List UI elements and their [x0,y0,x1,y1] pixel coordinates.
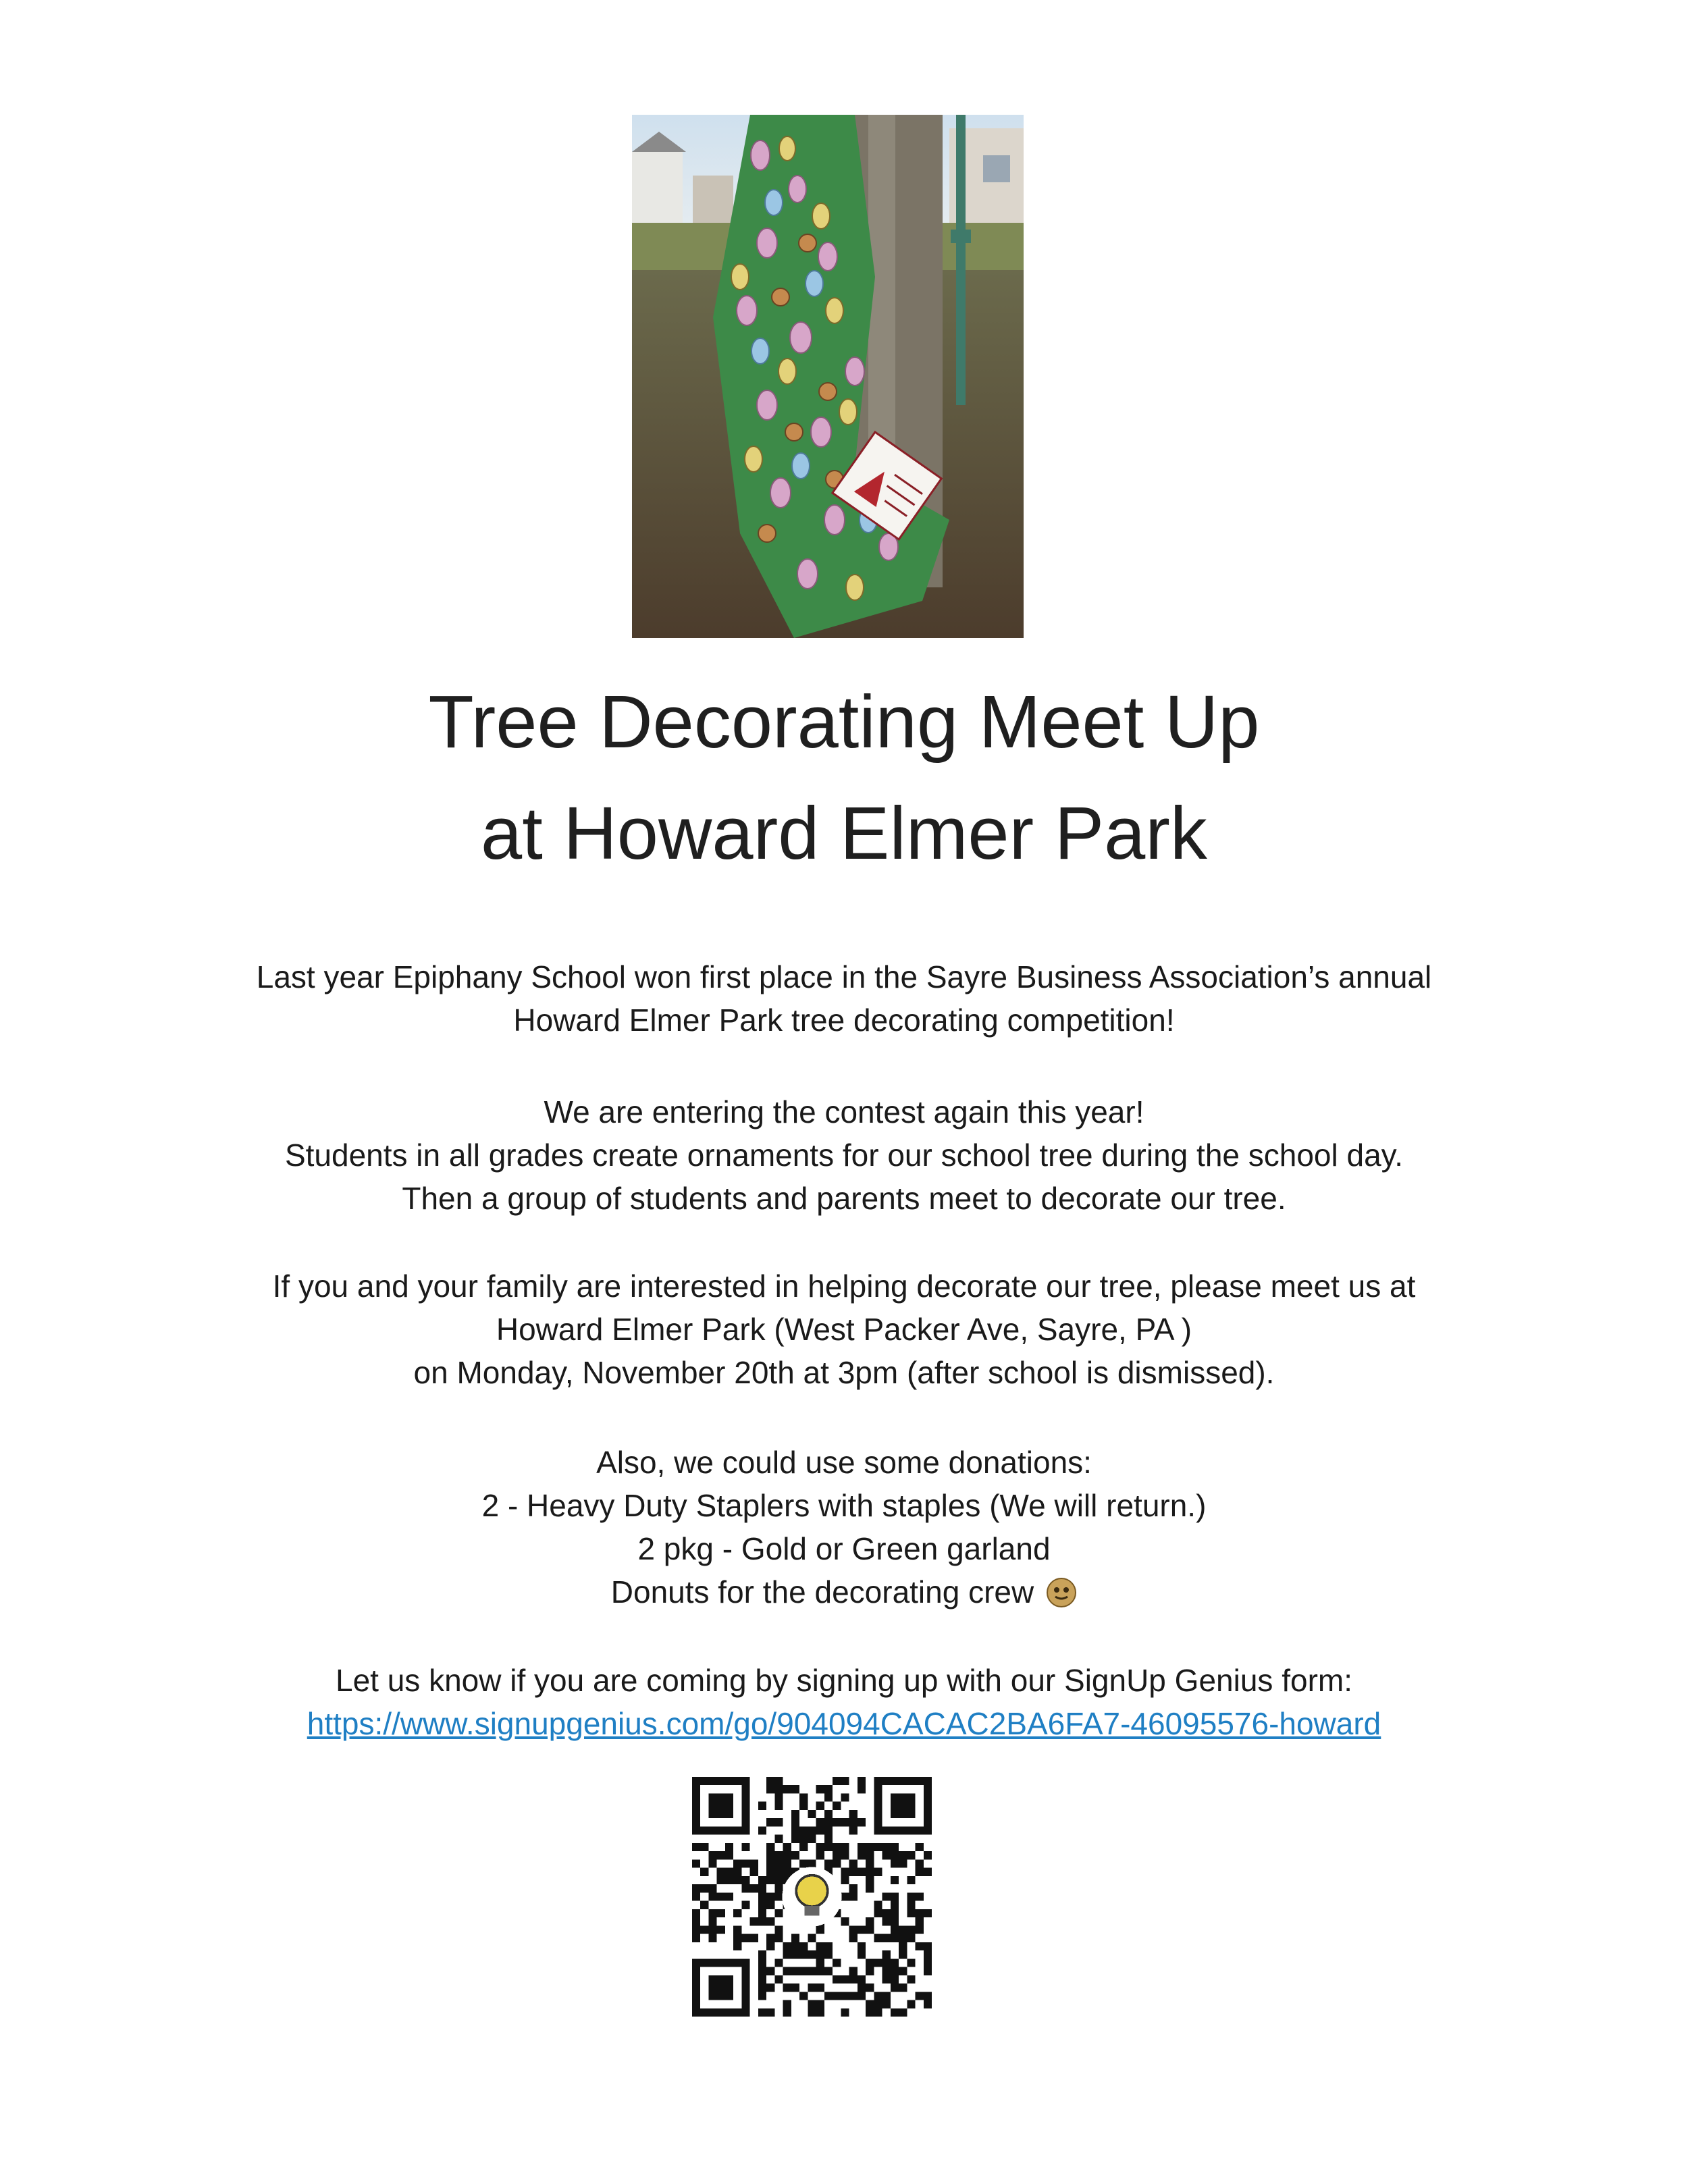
meet-location: Howard Elmer Park (West Packer Ave, Sayre, PA ) [496,1312,1192,1347]
intro-line: Howard Elmer Park tree decorating competition! [513,1003,1175,1038]
donation-item: 2 pkg - Gold or Green garland [637,1531,1051,1566]
signup-link[interactable]: https://www.signupgenius.com/go/904094CACAC2BA6FA7-46095576-howard [307,1706,1381,1741]
flyer-title-line1: Tree Decorating Meet Up [428,681,1260,764]
meet-datetime: on Monday, November 20th at 3pm (after school is dismissed). [413,1355,1275,1390]
meet-line: If you and your family are interested in helping decorate our tree, please meet us at [272,1269,1416,1304]
contest-paragraph [101,1090,1587,1220]
tree-photo [632,115,1024,638]
donations-section [101,1441,1587,1614]
donation-item: 2 - Heavy Duty Staplers with staples (We will return.) [481,1488,1207,1523]
qr-code-graphic [692,1777,932,2017]
qr-code-icon[interactable] [692,1777,932,2017]
intro-paragraph [101,955,1587,1042]
signup-section [101,1659,1587,1745]
contest-line: We are entering the contest again this year! [544,1094,1144,1129]
contest-line: Students in all grades create ornaments for our school tree during the school day. [284,1138,1404,1173]
intro-line: Last year Epiphany School won first place in the Sayre Business Association’s annual [256,959,1432,994]
donation-item: Donuts for the decorating crew [610,1574,1034,1609]
smiley-face-icon [1046,1576,1077,1607]
donation-item-row [101,1570,1587,1614]
signup-text: Let us know if you are coming by signing up with our SignUp Genius form: [336,1663,1352,1698]
donations-heading: Also, we could use some donations: [596,1445,1092,1480]
tree-photo-image [632,115,1024,638]
flyer-title-line2: at Howard Elmer Park [481,792,1207,875]
meet-paragraph [101,1264,1587,1394]
contest-line: Then a group of students and parents meet to decorate our tree. [402,1181,1286,1216]
